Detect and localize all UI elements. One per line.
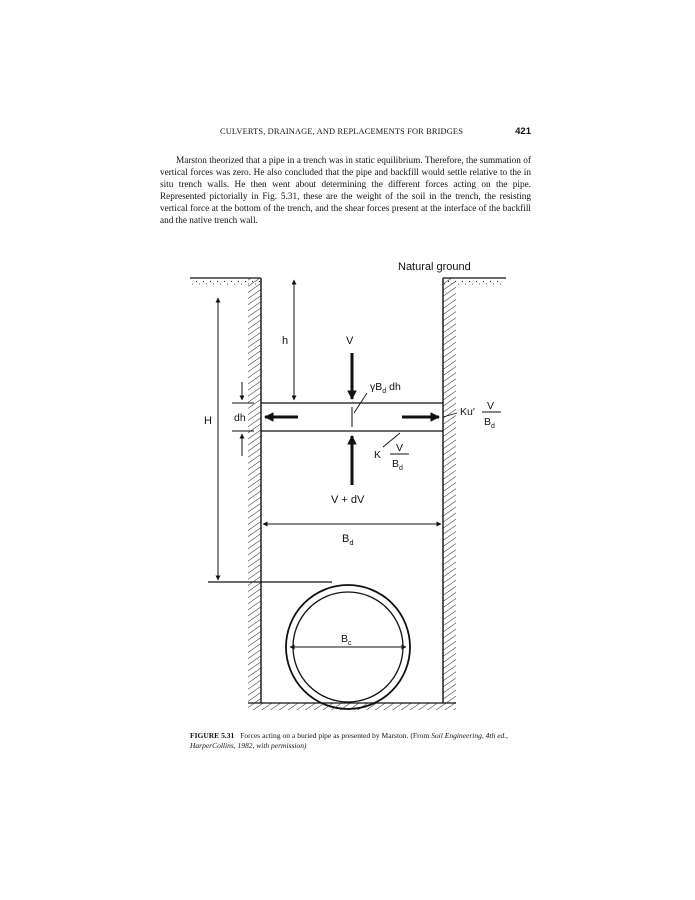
label-dh: dh [234,412,246,424]
svg-text:V: V [396,442,404,454]
caption-figure-number: FIGURE 5.31 [190,731,235,740]
caption-credit-open: (From [410,731,430,740]
caption-credit-source: Soil Engineering, [431,731,484,740]
figure-caption [190,731,508,751]
svg-text:Bd: $B_d$ [392,458,403,472]
svg-text:V: V [487,400,495,412]
label-Ku-V-over-Bd [460,400,501,430]
marston-trench-diagram [160,250,531,720]
label-K-V-over-Bd [374,442,409,472]
running-title: CULVERTS, DRAINAGE, AND REPLACEMENTS FOR BRIDGES [220,127,464,136]
figure-5-31 [160,250,531,720]
caption-credit-detail: 4th ed., HarperCollins, 1982, with permission) [190,731,509,750]
caption-text: Forces acting on a buried pipe as presented by Marston. [240,731,409,740]
soil-element-slice [232,382,443,456]
label-V: V [346,335,354,347]
svg-text:Ku′: Ku′ [460,406,475,418]
buried-pipe [286,585,410,709]
label-gamma-Bd-dh: $\gamma B_d$ dh [370,381,401,395]
label-Bc: $B_c$ [341,633,352,647]
label-H: H [204,415,212,427]
label-V-plus-dV: V + dV [331,494,365,506]
trench-wall-right [443,278,456,703]
page-number: 421 [515,126,531,137]
svg-text:Bd: $B_d$ [484,416,495,430]
ground-surface [190,278,506,285]
label-natural-ground: Natural ground [398,261,471,273]
trench-wall-left [248,278,261,703]
label-h: h [282,335,289,347]
svg-text:K: K [374,449,382,461]
running-head [160,127,531,141]
label-Bd: $B_d$ [342,533,354,547]
body-paragraph: Marston theorized that a pipe in a trench was in static equilibrium. Therefore, the summation of vertical forces was zero. He also concluded that the pipe and backfill would settle relative to the in situ trench walls. He then went about determining the different forces acting on the pipe. Represented pictorially in Fig. 5.31, these are the weight of the soil in the trench, the resisting vertical force at the bottom of the trench, and the shear forces present at the interface of the backfill and the native trench wall. [160,156,531,227]
